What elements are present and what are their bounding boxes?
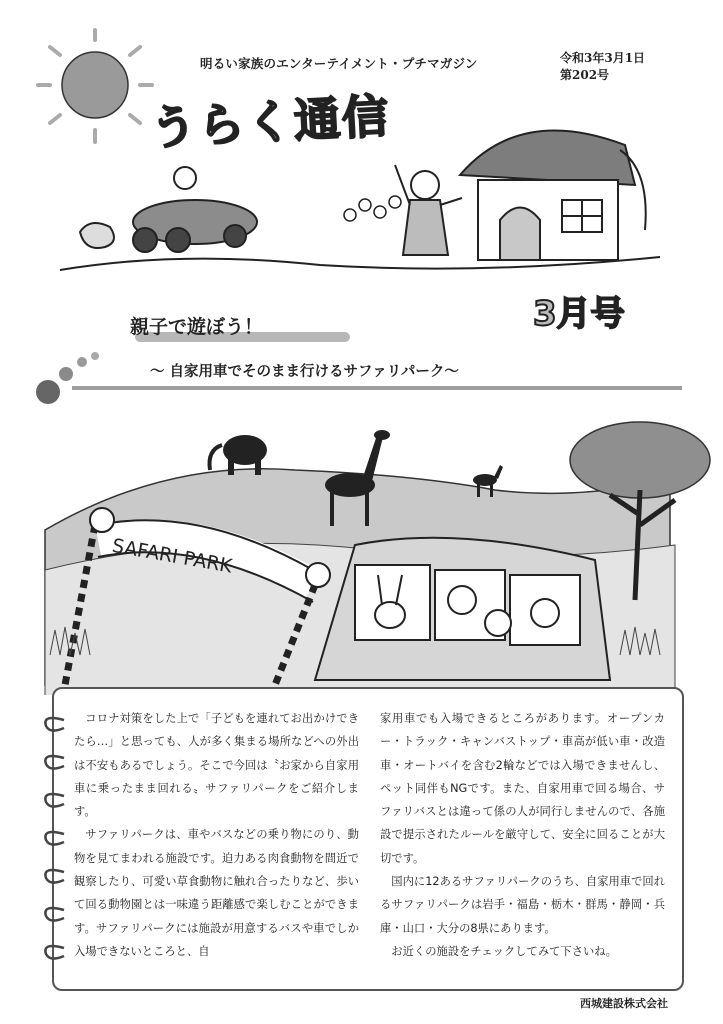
issue-info (560, 50, 645, 84)
issue-date: 令和3年3月1日 (560, 51, 646, 65)
article-paragraph: 国内に12あるサファリパークのうち、自家用車で回れるサファリパークは岩手・福島・栃木・群馬・静岡・兵庫・山口・大分の8県にあります。 (380, 875, 665, 935)
bus-icon (315, 538, 610, 680)
sign-text: SAFARI PARK (110, 534, 234, 578)
waving-woman-icon (395, 165, 462, 255)
magazine-title: うらく通信 (148, 88, 392, 156)
cottage-icon (460, 130, 646, 260)
section-divider (72, 386, 682, 390)
article-paragraph: お近くの施設をチェックしてみて下さいね。 (391, 944, 617, 958)
issue-number: 第202号 (560, 68, 610, 82)
month-label: 3月号 (533, 294, 625, 334)
article-left-column (74, 707, 359, 963)
article-paragraph: 家用車でも入場できるところがあります。オープンカー・トラック・キャンバストップ・車高が低い車・改造車・オートバイを含む2輪などでは入場できませんし、ペット同伴もNGです。また、自家用車で回る場合、サファリバスとは違って係の人が同行しませんので、各施設で提示されたルールを厳守して、安全に回ることが大切です。 (380, 712, 665, 865)
feature-headline: 親子で遊ぼう！ (130, 316, 264, 338)
article-paragraph: コロナ対策をした上で「子どもを連れてお出かけできたら…」と思っても、人が多く集まる場所などへの外出は不安もあるでしょう。そこで今回は〝お家から自家用車に乗ったまま回れる〟サファリパークをご紹介します。 (74, 712, 359, 819)
article-paragraph: サファリパークは、車やバスなどの乗り物にのり、動物を見てまわれる施設です。迫力ある肉食動物を間近で観察したり、可愛い草食動物に触れ合ったりなど、歩いて回る動物園とは一味違う距離感で楽しむことができます。サファリパークには施設が用意するバスや車でしか入場できないところと、自 (74, 828, 359, 958)
safari-illustration (0, 395, 723, 695)
flowers-icon (344, 196, 401, 221)
article-right-column (380, 707, 665, 963)
magazine-tagline: 明るい家族のエンターテイメント・プチマガジン (200, 56, 478, 71)
article-box (52, 687, 684, 991)
sun-icon (38, 30, 152, 142)
company-name: 西城建設株式会社 (580, 997, 668, 1010)
car-icon (80, 167, 257, 252)
spiral-binding-icon (34, 700, 74, 980)
header-illustration (0, 0, 723, 300)
feature-subheadline: ～ 自家用車でそのまま行けるサファリパーク～ (150, 364, 459, 380)
